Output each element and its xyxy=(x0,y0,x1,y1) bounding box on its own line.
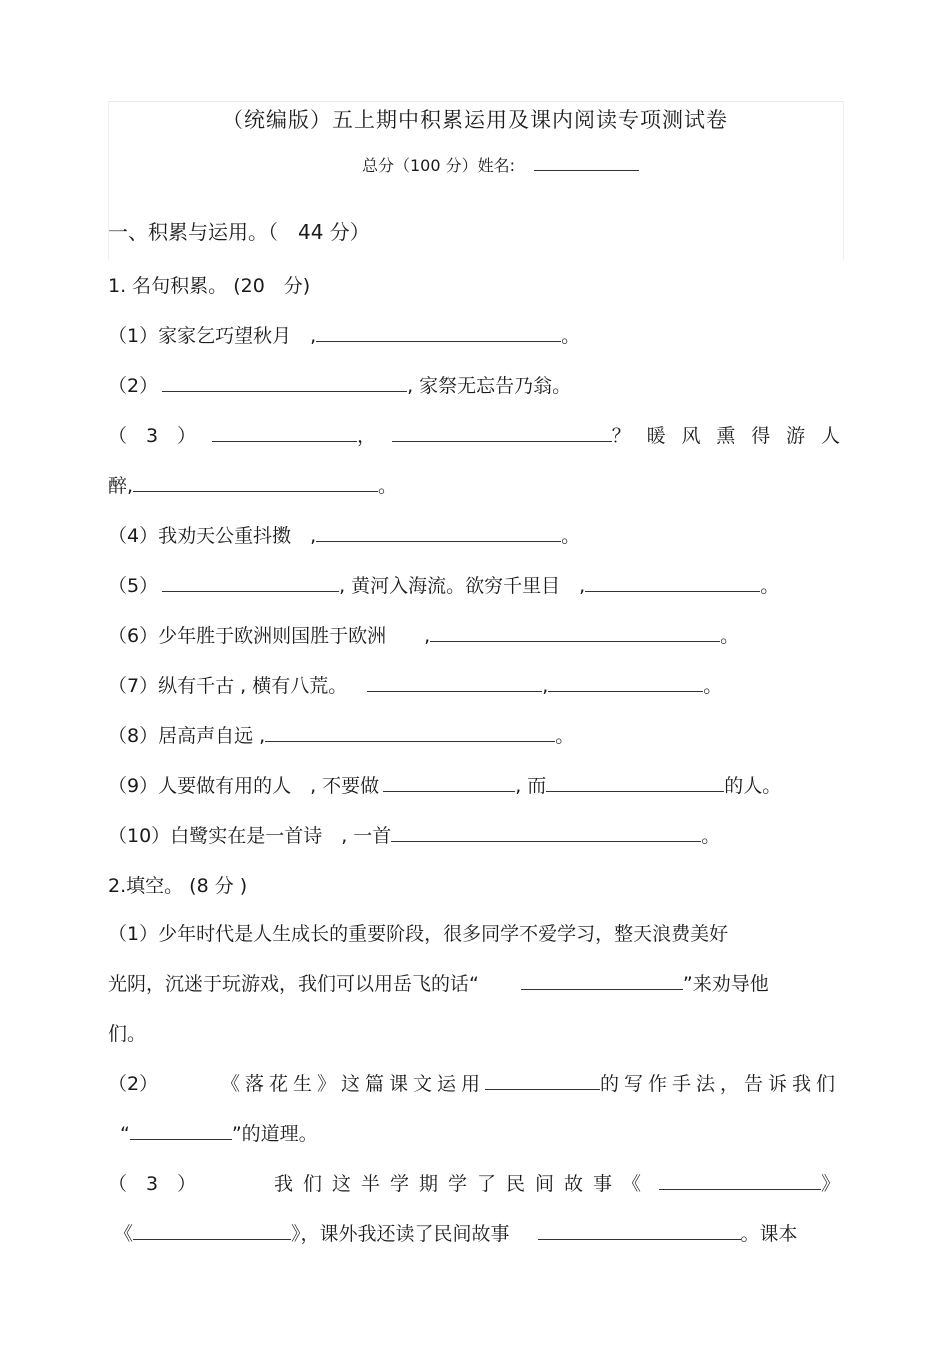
answer-blank[interactable] xyxy=(485,1071,600,1090)
item-end: 。 xyxy=(378,475,398,497)
item-label: （9） xyxy=(108,775,159,797)
answer-blank[interactable] xyxy=(162,573,339,592)
item-text: “ xyxy=(120,1123,130,1145)
answer-group xyxy=(274,1171,840,1197)
item-end: 。 xyxy=(561,325,581,347)
answer-blank[interactable] xyxy=(538,1221,741,1240)
item-end: 。 xyxy=(561,525,581,547)
item-text: 》 xyxy=(820,1173,840,1195)
q1-item-4 xyxy=(108,523,580,549)
poem-char: 熏 xyxy=(716,425,736,447)
item-text: 醉, xyxy=(108,475,134,497)
q1-item-3-cont xyxy=(108,473,397,499)
q1-item-5 xyxy=(108,573,779,599)
q1-header: 1. 名句积累。 (20 分) xyxy=(108,275,311,297)
q1-item-9 xyxy=(108,773,781,799)
item-text: 光阴，沉迷于玩游戏，我们可以用岳飞的话“ xyxy=(108,973,479,995)
item-end: 。 xyxy=(701,825,721,847)
q2-p2-line1 xyxy=(108,1071,840,1097)
answer-blank[interactable] xyxy=(392,423,612,442)
page-title: （统编版）五上期中积累运用及课内阅读专项测试卷 xyxy=(222,108,728,132)
item-text: 人要做有用的人 , 不要做 xyxy=(158,775,380,797)
answer-blank[interactable] xyxy=(212,423,357,442)
q2-p1-line3: 们。 xyxy=(108,1023,147,1045)
item-label: （10） xyxy=(108,825,171,847)
poem-char: 得 xyxy=(751,425,771,447)
item-text: 《落花生》这篇课文运用 xyxy=(220,1073,485,1095)
item-label: （2） xyxy=(108,375,159,397)
q2-p3-line1 xyxy=(108,1171,840,1197)
poem-char: 人 xyxy=(820,425,840,447)
answer-blank[interactable] xyxy=(548,673,703,692)
item-text: 。课本 xyxy=(740,1223,798,1245)
q2-p1-line1: （1）少年时代是人生成长的重要阶段，很多同学不爱学习，整天浪费美好 xyxy=(108,923,729,945)
item-text: 居高声自远 , xyxy=(158,725,266,747)
question-mark: ？ xyxy=(611,425,631,447)
item-label: （8） xyxy=(108,725,159,747)
answer-blank[interactable] xyxy=(430,623,720,642)
separator: ， xyxy=(356,425,376,447)
answer-group xyxy=(221,1071,840,1097)
score-line xyxy=(362,152,639,176)
answer-blank[interactable] xyxy=(316,523,561,542)
item-text: ”的道理。 xyxy=(231,1123,318,1145)
answer-blank[interactable] xyxy=(130,1121,232,1140)
item-label: （4） xyxy=(108,525,159,547)
item-label: （5） xyxy=(108,575,159,597)
q1-item-1 xyxy=(108,323,580,349)
item-text: , 而 xyxy=(515,775,547,797)
q1-item-8 xyxy=(108,723,574,749)
item-text: ”来劝导他 xyxy=(682,973,769,995)
q1-item-6 xyxy=(108,623,739,649)
item-end: 。 xyxy=(703,675,723,697)
section-1-heading: 一、积累与运用。（ 44 分） xyxy=(108,220,370,244)
answer-blank[interactable] xyxy=(133,1221,291,1240)
item-text: 《 xyxy=(114,1223,134,1245)
answer-blank[interactable] xyxy=(391,823,701,842)
name-blank[interactable] xyxy=(534,152,639,171)
answer-blank[interactable] xyxy=(265,723,555,742)
item-text: , 黄河入海流。欲穷千里目 , xyxy=(339,575,586,597)
item-end: 的人。 xyxy=(724,775,782,797)
item-label: （2） xyxy=(108,1073,159,1095)
answer-blank[interactable] xyxy=(585,573,760,592)
item-end: 。 xyxy=(555,725,575,747)
item-text: 少年胜于欧洲则国胜于欧洲 , xyxy=(158,625,431,647)
answer-blank[interactable] xyxy=(316,323,561,342)
item-end: 。 xyxy=(760,575,780,597)
separator: , xyxy=(542,675,549,697)
q1-item-3 xyxy=(108,423,840,449)
item-text: , 家祭无忘告乃翁。 xyxy=(407,375,572,397)
answer-blank[interactable] xyxy=(521,971,683,990)
answer-blank[interactable] xyxy=(133,473,378,492)
q1-item-7 xyxy=(108,673,722,699)
answer-blank[interactable] xyxy=(546,773,724,792)
item-text: 家家乞巧望秋月 , xyxy=(158,325,317,347)
score-label: 总分（100 分）姓名: xyxy=(362,156,516,175)
poem-char: 游 xyxy=(786,425,806,447)
item-label: （ 3 ） xyxy=(108,1173,197,1195)
answer-blank[interactable] xyxy=(659,1171,821,1190)
poem-char: 暖 xyxy=(646,425,666,447)
q1-item-2 xyxy=(108,373,571,399)
answer-blank[interactable] xyxy=(367,673,542,692)
item-end: 。 xyxy=(720,625,740,647)
q2-p2-line2 xyxy=(108,1121,318,1147)
item-text: 我们这半学期学了民间故事《 xyxy=(273,1173,651,1195)
answer-group xyxy=(392,423,631,449)
q1-item-10 xyxy=(108,823,720,849)
answer-blank[interactable] xyxy=(383,773,515,792)
q2-p3-line2 xyxy=(108,1221,798,1247)
answer-group xyxy=(212,423,376,449)
q2-p1-line2 xyxy=(108,971,769,997)
q2-header: 2.填空。 (8 分 ) xyxy=(108,875,248,897)
item-text: 的写作手法，告诉我们 xyxy=(599,1073,840,1095)
item-label: （6） xyxy=(108,625,159,647)
item-text: 纵有千古 , 横有八荒。 xyxy=(158,675,348,697)
answer-blank[interactable] xyxy=(162,373,407,392)
item-text: 白鹭实在是一首诗 , 一首 xyxy=(170,825,392,847)
item-text: 我劝天公重抖擞 , xyxy=(158,525,317,547)
item-label: （7） xyxy=(108,675,159,697)
item-text: 》，课外我还读了民间故事 xyxy=(291,1223,510,1245)
item-label: （ 3 ） xyxy=(108,425,197,447)
item-label: （1） xyxy=(108,325,159,347)
poem-char: 风 xyxy=(681,425,701,447)
